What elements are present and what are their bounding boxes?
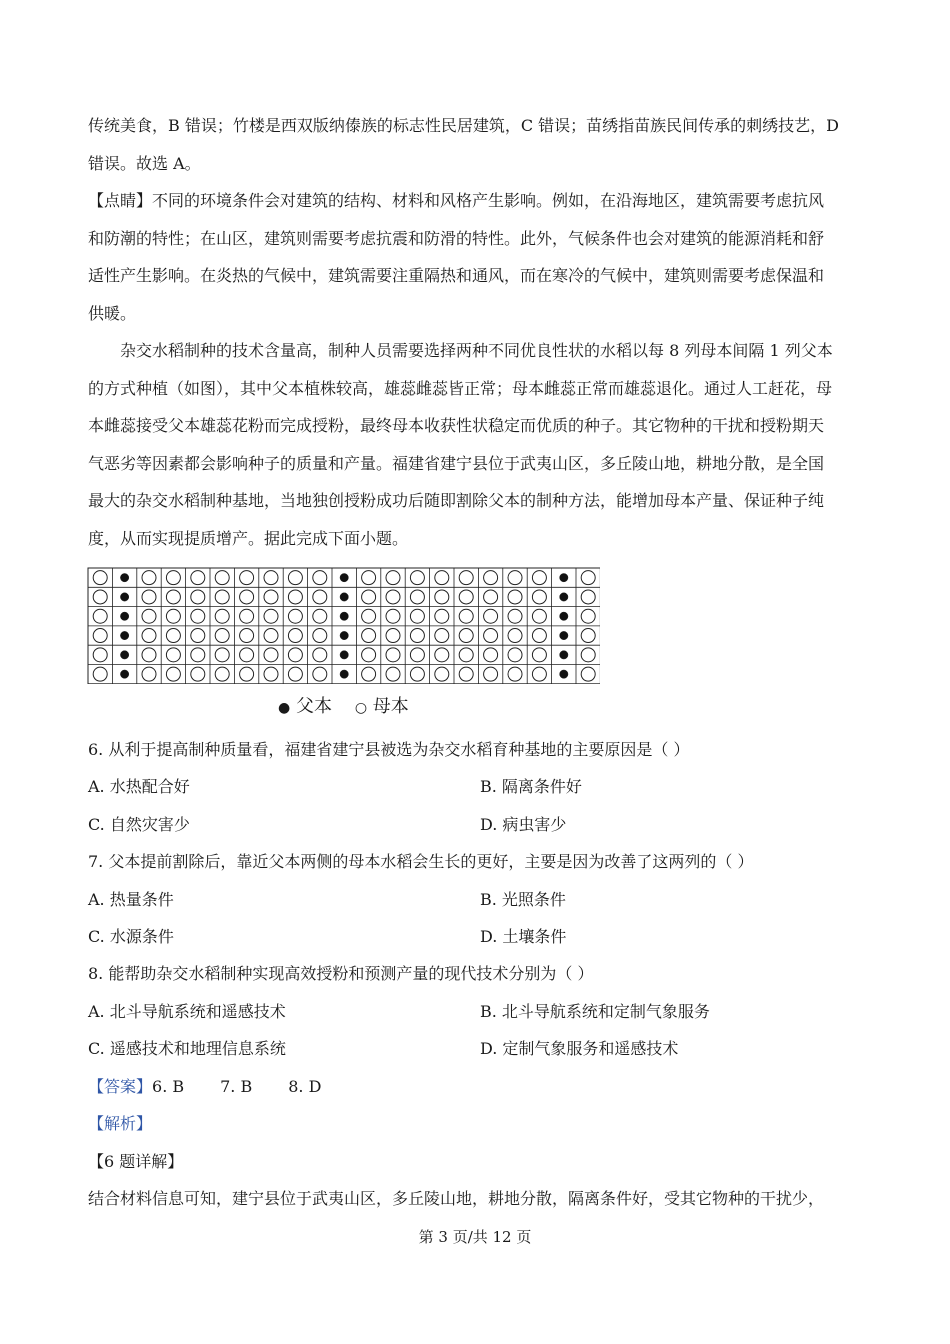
mother-plant-circle <box>435 571 449 585</box>
mother-plant-circle <box>386 667 400 681</box>
option-d[interactable]: D. 土壤条件 <box>480 927 567 946</box>
mother-plant-circle <box>362 609 376 623</box>
mother-plant-circle <box>362 648 376 662</box>
mother-plant-circle <box>532 629 546 643</box>
mother-plant-circle <box>532 571 546 585</box>
mother-plant-circle <box>264 609 278 623</box>
mother-plant-circle <box>532 590 546 604</box>
mother-plant-circle <box>459 609 473 623</box>
mother-plant-circle <box>142 667 156 681</box>
question-stem: 6. 从利于提高制种质量看，福建省建宁县被选为杂交水稻育种基地的主要原因是（ ） <box>88 740 690 759</box>
tip-line: 供暖。 <box>88 304 137 323</box>
mother-plant-circle <box>191 609 205 623</box>
father-plant-dot <box>340 612 348 620</box>
mother-plant-circle <box>362 667 376 681</box>
mother-circle-icon: ○ <box>354 700 368 716</box>
mother-plant-circle <box>386 571 400 585</box>
mother-plant-circle <box>410 648 424 662</box>
answer-label: 【答案】 <box>88 1077 153 1096</box>
mother-plant-circle <box>410 571 424 585</box>
mother-plant-circle <box>386 590 400 604</box>
father-plant-dot <box>560 593 568 601</box>
mother-plant-circle <box>264 629 278 643</box>
mother-plant-circle <box>93 667 107 681</box>
mother-plant-circle <box>313 648 327 662</box>
father-plant-dot <box>560 631 568 639</box>
mother-plant-circle <box>142 629 156 643</box>
mother-plant-circle <box>215 667 229 681</box>
material-line: 本雌蕊接受父本雄蕊花粉而完成授粉，最终母本收获性状稳定而优质的种子。其它物种的干扰和授粉期天 <box>88 416 825 435</box>
mother-plant-circle <box>484 629 498 643</box>
planting-figure <box>86 566 600 688</box>
material-line: 气恶劣等因素都会影响种子的质量和产量。福建省建宁县位于武夷山区，多丘陵山地，耕地分散，是全国 <box>88 454 825 473</box>
option-c[interactable]: C. 遥感技术和地理信息系统 <box>88 1039 286 1058</box>
mother-plant-circle <box>215 609 229 623</box>
material-line: 杂交水稻制种的技术含量高，制种人员需要选择两种不同优良性状的水稻以每 8 列母本间隔 1 列父本 <box>120 341 833 360</box>
mother-plant-circle <box>459 571 473 585</box>
mother-plant-circle <box>166 571 180 585</box>
paragraph-line: 传统美食，B 错误；竹楼是西双版纳傣族的标志性民居建筑，C 错误；苗绣指苗族民间传承的刺绣技艺，D <box>88 116 840 135</box>
mother-plant-circle <box>264 590 278 604</box>
father-plant-dot <box>340 573 348 581</box>
mother-plant-circle <box>484 590 498 604</box>
mother-plant-circle <box>410 590 424 604</box>
mother-plant-circle <box>191 667 205 681</box>
mother-plant-circle <box>191 571 205 585</box>
paragraph-line: 错误。故选 A。 <box>88 154 201 173</box>
father-plant-dot <box>120 573 128 581</box>
mother-plant-circle <box>484 648 498 662</box>
mother-plant-circle <box>362 629 376 643</box>
mother-plant-circle <box>532 609 546 623</box>
mother-plant-circle <box>459 667 473 681</box>
mother-plant-circle <box>240 571 254 585</box>
father-plant-dot <box>120 593 128 601</box>
option-c[interactable]: C. 水源条件 <box>88 927 174 946</box>
mother-plant-circle <box>410 667 424 681</box>
mother-plant-circle <box>362 590 376 604</box>
mother-plant-circle <box>166 590 180 604</box>
mother-plant-circle <box>581 629 595 643</box>
answer-line <box>88 1077 321 1097</box>
mother-plant-circle <box>240 629 254 643</box>
mother-plant-circle <box>386 609 400 623</box>
mother-plant-circle <box>288 571 302 585</box>
mother-plant-circle <box>142 609 156 623</box>
mother-plant-circle <box>93 590 107 604</box>
father-plant-dot <box>560 670 568 678</box>
father-plant-dot <box>340 593 348 601</box>
mother-plant-circle <box>264 667 278 681</box>
option-a[interactable]: A. 水热配合好 <box>88 777 190 796</box>
analysis-label: 【解析】 <box>88 1114 153 1133</box>
mother-plant-circle <box>508 590 522 604</box>
mother-plant-circle <box>386 648 400 662</box>
mother-plant-circle <box>93 571 107 585</box>
tip-text: 不同的环境条件会对建筑的结构、材料和风格产生影响。例如，在沿海地区，建筑需要考虑抗风 <box>152 191 825 210</box>
father-dot-icon: ● <box>278 700 291 716</box>
mother-plant-circle <box>215 629 229 643</box>
father-plant-dot <box>340 670 348 678</box>
mother-plant-circle <box>166 667 180 681</box>
mother-plant-circle <box>459 648 473 662</box>
mother-plant-circle <box>313 571 327 585</box>
father-plant-dot <box>340 651 348 659</box>
mother-plant-circle <box>166 648 180 662</box>
mother-plant-circle <box>166 609 180 623</box>
figure-legend <box>278 692 409 718</box>
father-plant-dot <box>560 573 568 581</box>
tip-line: 适性产生影响。在炎热的气候中，建筑需要注重隔热和通风，而在寒冷的气候中，建筑则需要考虑保温和 <box>88 266 825 285</box>
mother-plant-circle <box>142 648 156 662</box>
mother-plant-circle <box>288 667 302 681</box>
mother-plant-circle <box>240 648 254 662</box>
mother-plant-circle <box>532 648 546 662</box>
father-plant-dot <box>120 651 128 659</box>
mother-plant-circle <box>93 609 107 623</box>
mother-plant-circle <box>191 590 205 604</box>
mother-plant-circle <box>410 609 424 623</box>
option-a[interactable]: A. 热量条件 <box>88 890 174 909</box>
mother-plant-circle <box>288 590 302 604</box>
option-b[interactable]: B. 光照条件 <box>480 890 566 909</box>
mother-plant-circle <box>459 629 473 643</box>
mother-plant-circle <box>581 667 595 681</box>
mother-plant-circle <box>215 648 229 662</box>
mother-plant-circle <box>508 648 522 662</box>
father-plant-dot <box>120 612 128 620</box>
mother-plant-circle <box>508 667 522 681</box>
tip-label: 【点睛】 <box>88 191 153 210</box>
mother-plant-circle <box>264 571 278 585</box>
option-d[interactable]: D. 病虫害少 <box>480 815 567 834</box>
mother-plant-circle <box>581 590 595 604</box>
mother-plant-circle <box>362 571 376 585</box>
mother-plant-circle <box>191 648 205 662</box>
mother-plant-circle <box>166 629 180 643</box>
answer-8: 8. D <box>288 1077 322 1096</box>
mother-plant-circle <box>508 609 522 623</box>
option-b[interactable]: B. 北斗导航系统和定制气象服务 <box>480 1002 710 1021</box>
material-line: 度，从而实现提质增产。据此完成下面小题。 <box>88 529 409 548</box>
answer-6: 6. B <box>152 1077 185 1096</box>
mother-plant-circle <box>581 609 595 623</box>
mother-plant-circle <box>288 609 302 623</box>
mother-plant-circle <box>313 609 327 623</box>
father-plant-dot <box>560 612 568 620</box>
page-footer: 第 3 页/共 12 页 <box>418 1228 532 1246</box>
mother-plant-circle <box>435 629 449 643</box>
legend-father-label: 父本 <box>295 696 332 717</box>
planting-grid <box>86 566 600 684</box>
mother-plant-circle <box>508 629 522 643</box>
father-plant-dot <box>340 631 348 639</box>
detail-text: 结合材料信息可知，建宁县位于武夷山区，多丘陵山地，耕地分散，隔离条件好，受其它物种的干扰少， <box>88 1189 825 1208</box>
mother-plant-circle <box>240 590 254 604</box>
legend-mother-label: 母本 <box>372 696 409 717</box>
mother-plant-circle <box>435 648 449 662</box>
father-plant-dot <box>120 631 128 639</box>
mother-plant-circle <box>313 590 327 604</box>
mother-plant-circle <box>532 667 546 681</box>
mother-plant-circle <box>142 590 156 604</box>
mother-plant-circle <box>484 609 498 623</box>
answer-7: 7. B <box>220 1077 253 1096</box>
mother-plant-circle <box>435 667 449 681</box>
mother-plant-circle <box>313 629 327 643</box>
question-stem: 7. 父本提前割除后，靠近父本两侧的母本水稻会生长的更好，主要是因为改善了这两列的（ ） <box>88 852 754 871</box>
option-a[interactable]: A. 北斗导航系统和遥感技术 <box>88 1002 286 1021</box>
mother-plant-circle <box>288 648 302 662</box>
mother-plant-circle <box>581 648 595 662</box>
mother-plant-circle <box>581 571 595 585</box>
father-plant-dot <box>560 651 568 659</box>
option-b[interactable]: B. 隔离条件好 <box>480 777 582 796</box>
material-line: 最大的杂交水稻制种基地，当地独创授粉成功后随即割除父本的制种方法，能增加母本产量、保证种子纯 <box>88 491 825 510</box>
tip-line <box>88 191 868 211</box>
mother-plant-circle <box>142 571 156 585</box>
option-d[interactable]: D. 定制气象服务和遥感技术 <box>480 1039 679 1058</box>
mother-plant-circle <box>484 571 498 585</box>
mother-plant-circle <box>240 667 254 681</box>
mother-plant-circle <box>215 590 229 604</box>
mother-plant-circle <box>435 590 449 604</box>
mother-plant-circle <box>484 667 498 681</box>
mother-plant-circle <box>459 590 473 604</box>
mother-plant-circle <box>410 629 424 643</box>
mother-plant-circle <box>93 648 107 662</box>
mother-plant-circle <box>508 571 522 585</box>
mother-plant-circle <box>191 629 205 643</box>
material-line: 的方式种植（如图），其中父本植株较高，雄蕊雌蕊皆正常；母本雌蕊正常而雄蕊退化。通过人工赶花，母 <box>88 379 833 398</box>
detail-label: 【6 题详解】 <box>88 1152 184 1171</box>
mother-plant-circle <box>264 648 278 662</box>
option-c[interactable]: C. 自然灾害少 <box>88 815 190 834</box>
father-plant-dot <box>120 670 128 678</box>
mother-plant-circle <box>288 629 302 643</box>
tip-line: 和防潮的特性；在山区，建筑则需要考虑抗震和防滑的特性。此外，气候条件也会对建筑的能源消耗和舒 <box>88 229 825 248</box>
mother-plant-circle <box>93 629 107 643</box>
mother-plant-circle <box>215 571 229 585</box>
mother-plant-circle <box>386 629 400 643</box>
mother-plant-circle <box>240 609 254 623</box>
question-stem: 8. 能帮助杂交水稻制种实现高效授粉和预测产量的现代技术分别为（ ） <box>88 964 594 983</box>
mother-plant-circle <box>435 609 449 623</box>
mother-plant-circle <box>313 667 327 681</box>
